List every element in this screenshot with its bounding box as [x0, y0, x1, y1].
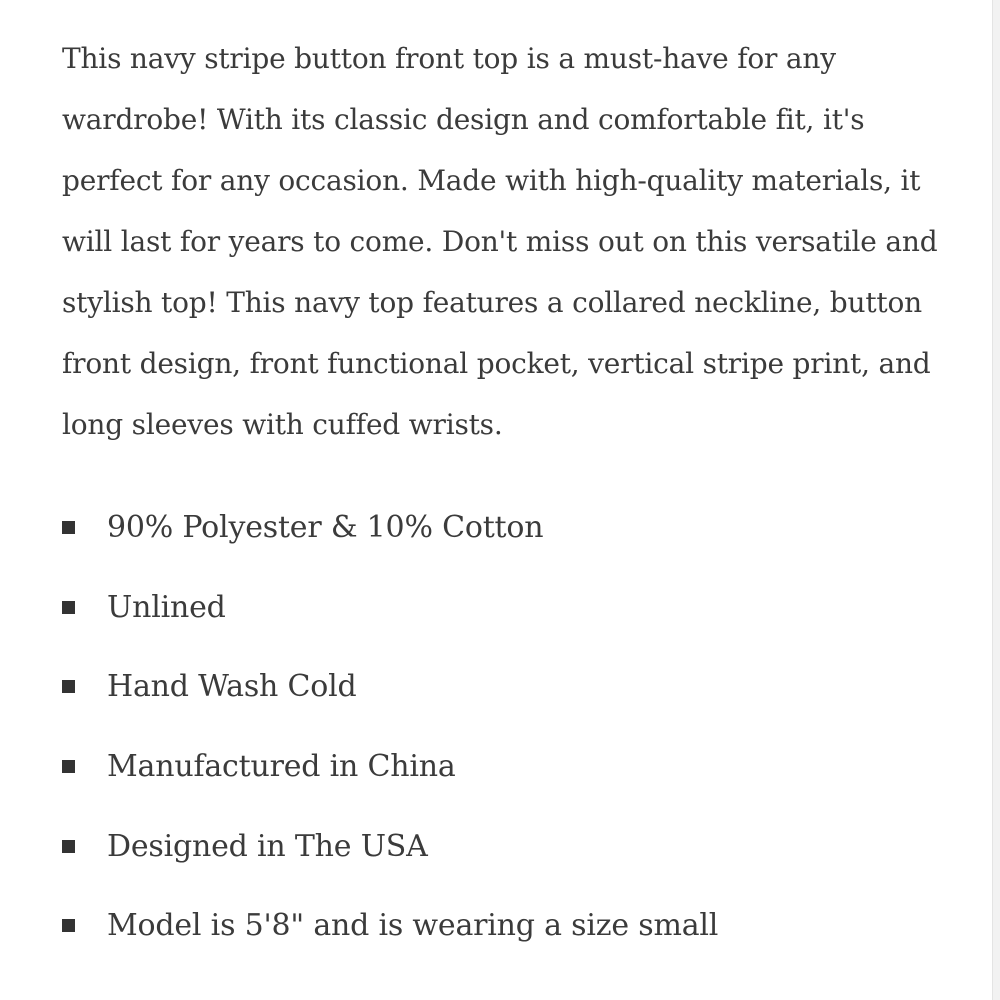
feature-item-lining: [62, 568, 942, 648]
feature-item-model-size: [62, 886, 942, 966]
feature-text: 90% Polyester & 10% Cotton: [107, 510, 544, 546]
feature-text: Hand Wash Cold: [107, 669, 357, 705]
bullet-square-icon: [62, 521, 75, 534]
bullet-square-icon: [62, 760, 75, 773]
feature-text: Designed in The USA: [107, 828, 428, 864]
bullet-square-icon: [62, 919, 75, 932]
feature-text: Model is 5'8" and is wearing a size small: [107, 908, 719, 944]
feature-item-material: [62, 488, 942, 568]
bullet-square-icon: [62, 840, 75, 853]
feature-item-care: [62, 647, 942, 727]
feature-item-origin: [62, 727, 942, 807]
bullet-square-icon: [62, 680, 75, 693]
feature-item-design: [62, 806, 942, 886]
scrollbar-track: [992, 0, 1000, 1000]
feature-list: [62, 488, 942, 966]
product-description: [62, 28, 942, 455]
feature-text: Manufactured in China: [107, 749, 456, 785]
description-paragraph: This navy stripe button front top is a must-have for any wardrobe! With its classic design and comfortable fit, it's perfect for any occasion. Made with high-quality materials, it will last for years to come. Don't miss out on this versatile and stylish top! This navy top features a collared neckline, button front design, front functional pocket, vertical stripe print, and long sleeves with cuffed wrists.: [62, 42, 938, 441]
bullet-square-icon: [62, 601, 75, 614]
feature-text: Unlined: [107, 589, 226, 625]
